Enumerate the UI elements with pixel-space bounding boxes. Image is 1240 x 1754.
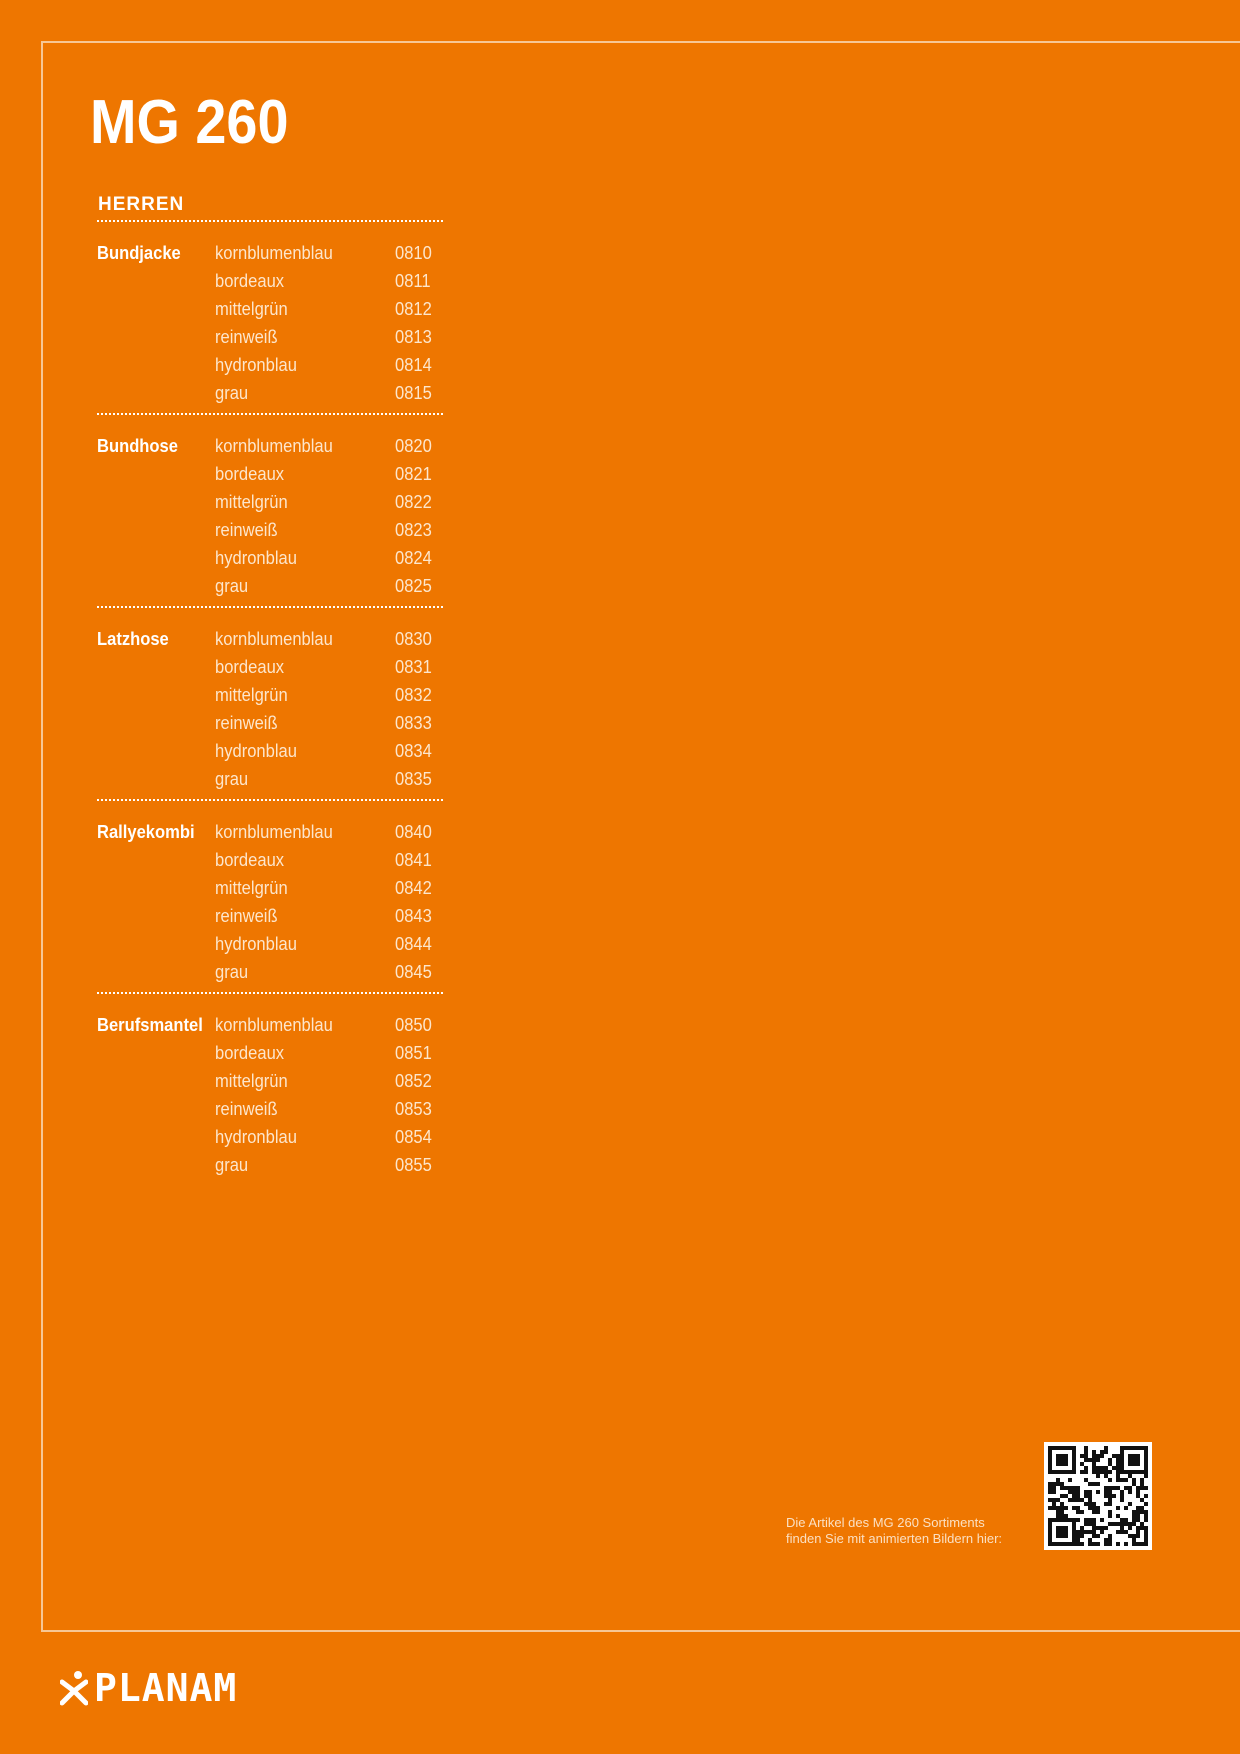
product-row [97,874,443,902]
product-row [97,379,443,407]
product-name [97,681,206,709]
product-color: hydronblau [215,741,297,761]
product-row [97,902,443,930]
product-name [97,958,206,986]
product-row [97,1095,443,1123]
product-name [97,488,206,516]
qr-caption-line-2: finden Sie mit animierten Bildern hier: [786,1531,1003,1546]
product-name [97,1095,206,1123]
product-row [97,295,443,323]
product-row [97,572,443,600]
product-group [97,220,443,413]
product-row [97,818,443,846]
product-code: 0814 [395,355,432,375]
logo-text: PLANAM [94,1666,238,1710]
product-code: 0815 [395,383,432,403]
planam-logo[interactable] [60,1668,237,1708]
product-color: kornblumenblau [215,629,333,649]
product-color: kornblumenblau [215,243,333,263]
product-code: 0821 [395,464,432,484]
product-code: 0830 [395,629,432,649]
product-code: 0840 [395,822,432,842]
product-catalog [97,220,443,1185]
product-row [97,846,443,874]
product-row [97,351,443,379]
product-color: grau [215,769,249,789]
product-code: 0822 [395,492,432,512]
product-color: hydronblau [215,934,297,954]
product-row [97,930,443,958]
product-color: kornblumenblau [215,1015,333,1035]
product-name [97,1067,206,1095]
product-color: reinweiß [215,327,278,347]
product-code: 0811 [395,271,431,291]
product-code: 0855 [395,1155,432,1175]
product-color: mittelgrün [215,878,288,898]
product-name [97,572,206,600]
planam-figure-icon [60,1670,88,1706]
product-color: mittelgrün [215,299,288,319]
product-code: 0820 [395,436,432,456]
product-row [97,1067,443,1095]
product-color: grau [215,383,249,403]
product-row [97,544,443,572]
product-name [97,709,206,737]
product-code: 0843 [395,906,432,926]
product-name [97,544,206,572]
product-name [97,846,206,874]
product-color: hydronblau [215,355,297,375]
product-code: 0813 [395,327,432,347]
product-name [97,737,206,765]
product-name [97,351,206,379]
product-name: Bundhose [97,436,178,456]
product-row [97,681,443,709]
product-row [97,765,443,793]
product-color: bordeaux [215,850,285,870]
product-code: 0841 [395,850,432,870]
product-row [97,488,443,516]
product-code: 0853 [395,1099,432,1119]
product-code: 0831 [395,657,432,677]
product-row [97,737,443,765]
product-name [97,653,206,681]
product-row [97,267,443,295]
product-name [97,930,206,958]
product-row [97,323,443,351]
product-color: mittelgrün [215,492,288,512]
product-code: 0834 [395,741,432,761]
product-code: 0832 [395,685,432,705]
product-code: 0833 [395,713,432,733]
product-color: grau [215,576,249,596]
product-color: bordeaux [215,271,285,291]
product-color: mittelgrün [215,685,288,705]
qr-caption-line-1: Die Artikel des MG 260 Sortiments [786,1515,985,1530]
product-code: 0845 [395,962,432,982]
product-name [97,1039,206,1067]
product-row [97,653,443,681]
product-row [97,1011,443,1039]
product-name: Latzhose [97,629,169,649]
product-row [97,432,443,460]
product-color: mittelgrün [215,1071,288,1091]
product-color: grau [215,962,249,982]
product-name [97,1123,206,1151]
product-code: 0851 [395,1043,432,1063]
product-name [97,267,206,295]
product-code: 0824 [395,548,432,568]
page-title: MG 260 [90,88,289,157]
qr-code[interactable] [1044,1442,1152,1550]
product-group [97,606,443,799]
product-color: reinweiß [215,520,278,540]
product-code: 0850 [395,1015,432,1035]
product-row [97,239,443,267]
product-row [97,1123,443,1151]
product-name [97,902,206,930]
product-name: Berufsmantel [97,1015,203,1035]
section-title: HERREN [98,194,185,215]
product-name: Bundjacke [97,243,181,263]
qr-caption [786,1515,1002,1547]
product-color: bordeaux [215,657,285,677]
product-name: Rallyekombi [97,822,195,842]
product-code: 0810 [395,243,432,263]
product-group [97,413,443,606]
product-color: kornblumenblau [215,822,333,842]
product-name [97,323,206,351]
product-name [97,765,206,793]
product-group [97,992,443,1185]
product-code: 0842 [395,878,432,898]
product-code: 0823 [395,520,432,540]
product-row [97,516,443,544]
product-name [97,874,206,902]
product-name [97,379,206,407]
product-name [97,516,206,544]
product-color: hydronblau [215,1127,297,1147]
product-color: kornblumenblau [215,436,333,456]
product-color: hydronblau [215,548,297,568]
product-row [97,625,443,653]
product-row [97,1151,443,1179]
product-color: bordeaux [215,464,285,484]
product-row [97,460,443,488]
product-color: reinweiß [215,906,278,926]
product-code: 0835 [395,769,432,789]
product-row [97,958,443,986]
product-row [97,709,443,737]
product-code: 0812 [395,299,432,319]
product-name [97,1151,206,1179]
product-code: 0844 [395,934,432,954]
product-color: grau [215,1155,249,1175]
product-name [97,460,206,488]
product-code: 0825 [395,576,432,596]
product-code: 0854 [395,1127,432,1147]
product-name [97,295,206,323]
product-color: reinweiß [215,713,278,733]
product-color: reinweiß [215,1099,278,1119]
product-code: 0852 [395,1071,432,1091]
product-row [97,1039,443,1067]
product-group [97,799,443,992]
product-color: bordeaux [215,1043,285,1063]
